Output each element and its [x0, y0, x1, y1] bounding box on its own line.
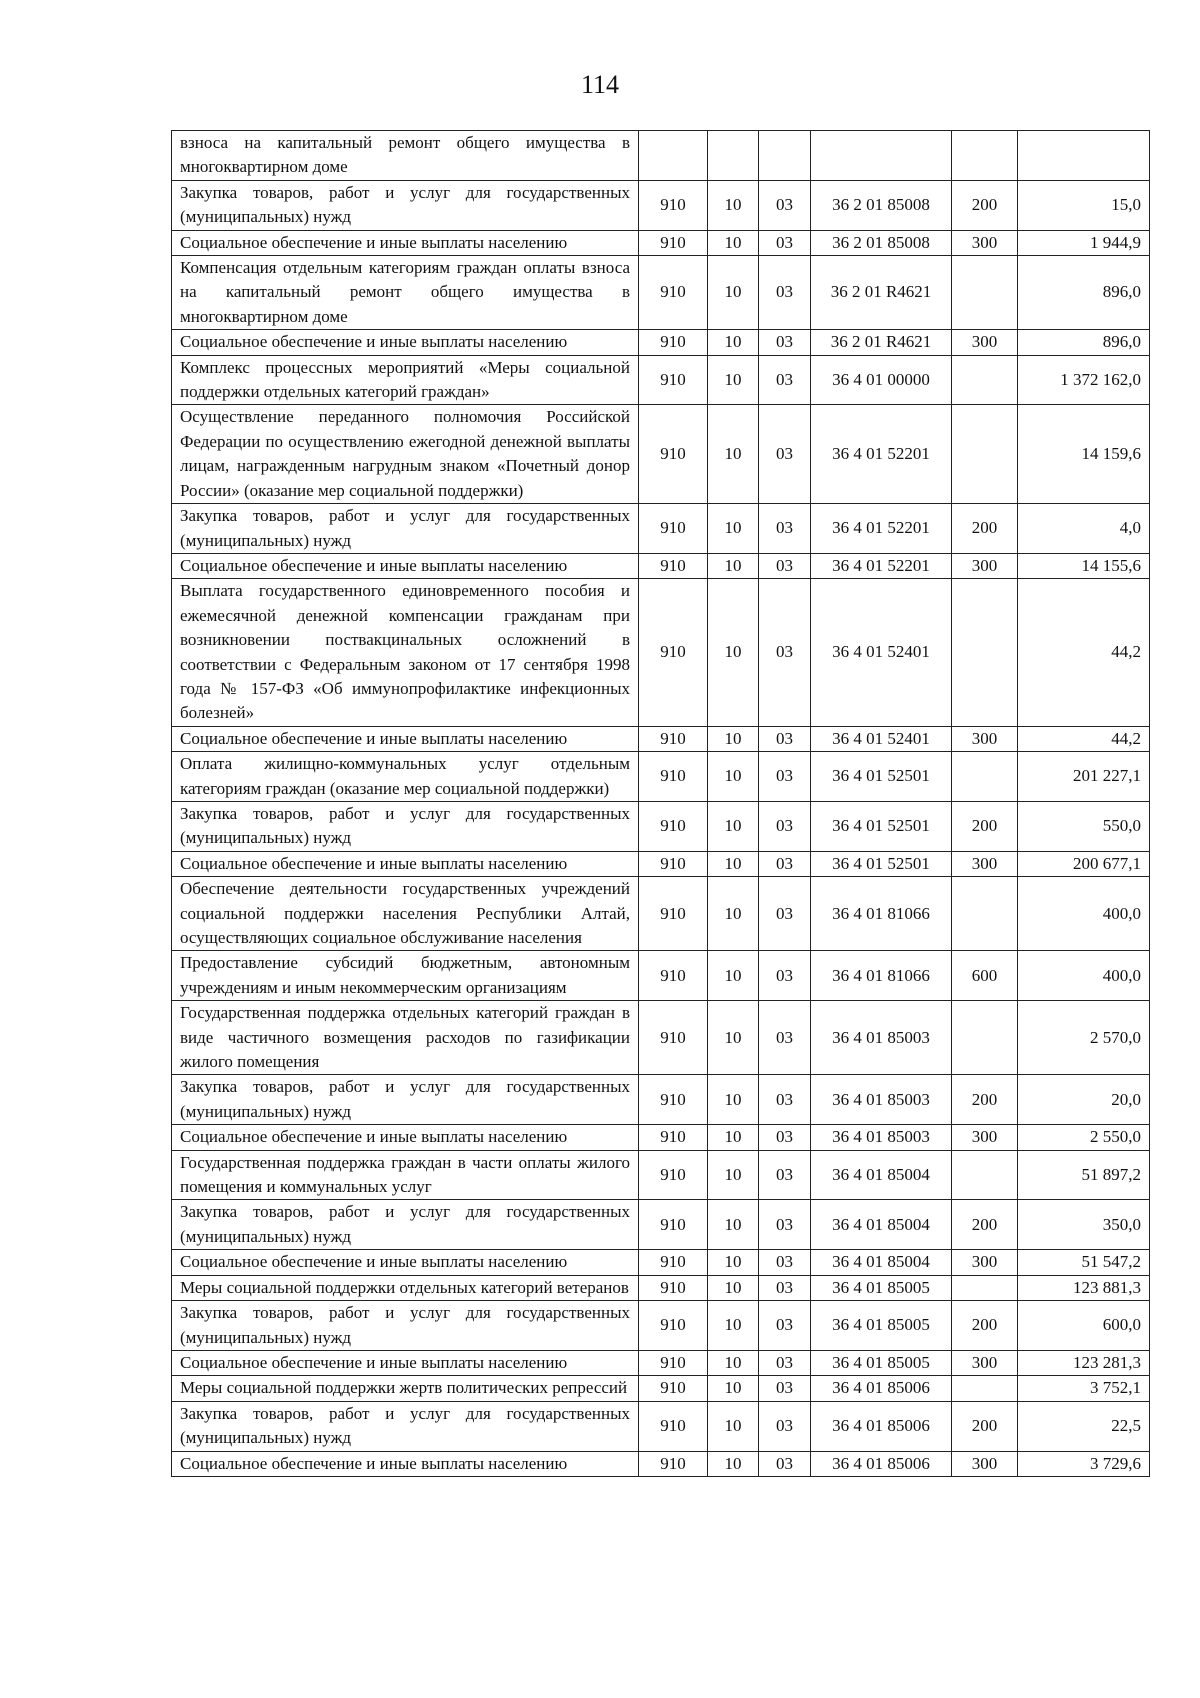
ministry-code-cell: 910 [639, 405, 708, 504]
ministry-code-cell: 910 [639, 1401, 708, 1451]
expense-type-cell: 600 [952, 951, 1018, 1001]
ministry-code-cell: 910 [639, 1350, 708, 1375]
ministry-code-cell: 910 [639, 726, 708, 751]
subsection-code-cell: 03 [759, 1250, 811, 1275]
expense-type-cell [952, 579, 1018, 726]
section-code-cell: 10 [708, 752, 759, 802]
ministry-code-cell: 910 [639, 801, 708, 851]
subsection-code-cell: 03 [759, 1275, 811, 1300]
target-article-cell: 36 4 01 52501 [811, 752, 952, 802]
expense-type-cell: 200 [952, 180, 1018, 230]
amount-cell: 200 677,1 [1018, 851, 1150, 876]
section-code-cell: 10 [708, 1275, 759, 1300]
target-article-cell: 36 4 01 52501 [811, 801, 952, 851]
ministry-code-cell: 910 [639, 1150, 708, 1200]
table-row [172, 1250, 1150, 1275]
expense-type-cell: 300 [952, 1250, 1018, 1275]
subsection-code-cell: 03 [759, 330, 811, 355]
budget-table [171, 130, 1150, 1477]
subsection-code-cell: 03 [759, 877, 811, 951]
subsection-code-cell: 03 [759, 1350, 811, 1375]
section-code-cell: 10 [708, 1125, 759, 1150]
expense-type-cell [952, 1376, 1018, 1401]
subsection-code-cell: 03 [759, 504, 811, 554]
target-article-cell: 36 4 01 85004 [811, 1200, 952, 1250]
row-name-cell: Государственная поддержка отдельных категорий граждан в виде частичного возмещения расходов по газификации жилого помещения [172, 1001, 639, 1075]
expense-type-cell: 200 [952, 801, 1018, 851]
amount-cell: 44,2 [1018, 579, 1150, 726]
expense-type-cell: 300 [952, 553, 1018, 578]
ministry-code-cell: 910 [639, 355, 708, 405]
amount-cell: 1 944,9 [1018, 230, 1150, 255]
expense-type-cell: 300 [952, 230, 1018, 255]
ministry-code-cell: 910 [639, 180, 708, 230]
ministry-code-cell: 910 [639, 330, 708, 355]
subsection-code-cell: 03 [759, 1150, 811, 1200]
target-article-cell: 36 4 01 52201 [811, 504, 952, 554]
expense-type-cell: 300 [952, 726, 1018, 751]
subsection-code-cell: 03 [759, 355, 811, 405]
amount-cell [1018, 131, 1150, 181]
ministry-code-cell: 910 [639, 1301, 708, 1351]
amount-cell: 20,0 [1018, 1075, 1150, 1125]
target-article-cell: 36 4 01 85006 [811, 1376, 952, 1401]
subsection-code-cell: 03 [759, 1376, 811, 1401]
ministry-code-cell: 910 [639, 752, 708, 802]
target-article-cell: 36 4 01 81066 [811, 951, 952, 1001]
expense-type-cell [952, 355, 1018, 405]
table-row [172, 1401, 1150, 1451]
table-row [172, 553, 1150, 578]
target-article-cell: 36 4 01 52401 [811, 579, 952, 726]
section-code-cell: 10 [708, 553, 759, 578]
table-row [172, 1350, 1150, 1375]
row-name-cell: Выплата государственного единовременного пособия и ежемесячной денежной компенсации гражданам при возникновении поствакцинальных осложнений в соответствии с Федеральным законом от 17 сентября 1998 года № 157-ФЗ «Об иммунопрофилактике инфекционных болезней» [172, 579, 639, 726]
subsection-code-cell: 03 [759, 801, 811, 851]
section-code-cell: 10 [708, 877, 759, 951]
row-name-cell: Социальное обеспечение и иные выплаты населению [172, 1125, 639, 1150]
row-name-cell: Компенсация отдельным категориям граждан оплаты взноса на капитальный ремонт общего имущества в многоквартирном доме [172, 256, 639, 330]
target-article-cell: 36 4 01 52201 [811, 405, 952, 504]
expense-type-cell: 200 [952, 1200, 1018, 1250]
expense-type-cell: 300 [952, 1350, 1018, 1375]
section-code-cell: 10 [708, 1401, 759, 1451]
section-code-cell: 10 [708, 1001, 759, 1075]
target-article-cell: 36 4 01 85006 [811, 1401, 952, 1451]
amount-cell: 123 881,3 [1018, 1275, 1150, 1300]
row-name-cell: Социальное обеспечение и иные выплаты населению [172, 1451, 639, 1476]
expense-type-cell [952, 1150, 1018, 1200]
row-name-cell: Обеспечение деятельности государственных учреждений социальной поддержки населения Республики Алтай, осуществляющих социальное обслуживание населения [172, 877, 639, 951]
table-row [172, 1451, 1150, 1476]
target-article-cell: 36 4 01 85004 [811, 1150, 952, 1200]
ministry-code-cell: 910 [639, 1001, 708, 1075]
amount-cell: 550,0 [1018, 801, 1150, 851]
expense-type-cell: 300 [952, 851, 1018, 876]
row-name-cell: Оплата жилищно-коммунальных услуг отдельным категориям граждан (оказание мер социальной поддержки) [172, 752, 639, 802]
target-article-cell: 36 2 01 85008 [811, 230, 952, 255]
target-article-cell: 36 4 01 85003 [811, 1075, 952, 1125]
subsection-code-cell: 03 [759, 1125, 811, 1150]
subsection-code-cell: 03 [759, 579, 811, 726]
amount-cell: 15,0 [1018, 180, 1150, 230]
row-name-cell: Закупка товаров, работ и услуг для государственных (муниципальных) нужд [172, 1301, 639, 1351]
table-row [172, 504, 1150, 554]
target-article-cell: 36 4 01 85004 [811, 1250, 952, 1275]
ministry-code-cell: 910 [639, 256, 708, 330]
expense-type-cell: 200 [952, 504, 1018, 554]
target-article-cell: 36 2 01 85008 [811, 180, 952, 230]
section-code-cell: 10 [708, 180, 759, 230]
table-row [172, 180, 1150, 230]
row-name-cell: Социальное обеспечение и иные выплаты населению [172, 1350, 639, 1375]
table-row [172, 230, 1150, 255]
target-article-cell: 36 4 01 85006 [811, 1451, 952, 1476]
section-code-cell: 10 [708, 579, 759, 726]
subsection-code-cell [759, 131, 811, 181]
subsection-code-cell: 03 [759, 256, 811, 330]
amount-cell: 3 752,1 [1018, 1376, 1150, 1401]
table-row [172, 851, 1150, 876]
table-row [172, 752, 1150, 802]
ministry-code-cell: 910 [639, 1125, 708, 1150]
ministry-code-cell: 910 [639, 1200, 708, 1250]
subsection-code-cell: 03 [759, 553, 811, 578]
section-code-cell: 10 [708, 726, 759, 751]
amount-cell: 2 550,0 [1018, 1125, 1150, 1150]
section-code-cell: 10 [708, 801, 759, 851]
amount-cell: 14 155,6 [1018, 553, 1150, 578]
subsection-code-cell: 03 [759, 1001, 811, 1075]
target-article-cell: 36 4 01 52401 [811, 726, 952, 751]
expense-type-cell: 300 [952, 330, 1018, 355]
table-row [172, 951, 1150, 1001]
expense-type-cell [952, 405, 1018, 504]
expense-type-cell: 200 [952, 1301, 1018, 1351]
row-name-cell: Закупка товаров, работ и услуг для государственных (муниципальных) нужд [172, 1075, 639, 1125]
table-row [172, 1075, 1150, 1125]
section-code-cell: 10 [708, 1250, 759, 1275]
table-row [172, 1376, 1150, 1401]
table-body [172, 131, 1150, 1477]
row-name-cell: Государственная поддержка граждан в части оплаты жилого помещения и коммунальных услуг [172, 1150, 639, 1200]
ministry-code-cell: 910 [639, 877, 708, 951]
ministry-code-cell: 910 [639, 579, 708, 726]
amount-cell: 22,5 [1018, 1401, 1150, 1451]
expense-type-cell [952, 877, 1018, 951]
row-name-cell: Закупка товаров, работ и услуг для государственных (муниципальных) нужд [172, 1401, 639, 1451]
row-name-cell: Социальное обеспечение и иные выплаты населению [172, 726, 639, 751]
row-name-cell: Осуществление переданного полномочия Российской Федерации по осуществлению ежегодной денежной выплаты лицам, награжденным нагрудным знаком «Почетный донор России» (оказание мер социальной поддержки) [172, 405, 639, 504]
amount-cell: 4,0 [1018, 504, 1150, 554]
target-article-cell: 36 2 01 R4621 [811, 330, 952, 355]
amount-cell: 123 281,3 [1018, 1350, 1150, 1375]
amount-cell: 201 227,1 [1018, 752, 1150, 802]
target-article-cell: 36 2 01 R4621 [811, 256, 952, 330]
target-article-cell: 36 4 01 52501 [811, 851, 952, 876]
target-article-cell: 36 4 01 81066 [811, 877, 952, 951]
ministry-code-cell: 910 [639, 1376, 708, 1401]
ministry-code-cell: 910 [639, 1075, 708, 1125]
subsection-code-cell: 03 [759, 1301, 811, 1351]
ministry-code-cell [639, 131, 708, 181]
row-name-cell: Закупка товаров, работ и услуг для государственных (муниципальных) нужд [172, 1200, 639, 1250]
table-row [172, 330, 1150, 355]
expense-type-cell [952, 1275, 1018, 1300]
row-name-cell: взноса на капитальный ремонт общего имущества в многоквартирном доме [172, 131, 639, 181]
table-row [172, 256, 1150, 330]
subsection-code-cell: 03 [759, 230, 811, 255]
section-code-cell: 10 [708, 1451, 759, 1476]
table-row [172, 131, 1150, 181]
row-name-cell: Социальное обеспечение и иные выплаты населению [172, 1250, 639, 1275]
target-article-cell: 36 4 01 52201 [811, 553, 952, 578]
expense-type-cell [952, 752, 1018, 802]
row-name-cell: Меры социальной поддержки жертв политических репрессий [172, 1376, 639, 1401]
row-name-cell: Комплекс процессных мероприятий «Меры социальной поддержки отдельных категорий граждан» [172, 355, 639, 405]
section-code-cell: 10 [708, 355, 759, 405]
row-name-cell: Закупка товаров, работ и услуг для государственных (муниципальных) нужд [172, 504, 639, 554]
table-row [172, 579, 1150, 726]
ministry-code-cell: 910 [639, 553, 708, 578]
ministry-code-cell: 910 [639, 1451, 708, 1476]
amount-cell: 51 897,2 [1018, 1150, 1150, 1200]
table-row [172, 1275, 1150, 1300]
amount-cell: 896,0 [1018, 256, 1150, 330]
table-row [172, 877, 1150, 951]
amount-cell: 350,0 [1018, 1200, 1150, 1250]
ministry-code-cell: 910 [639, 1250, 708, 1275]
section-code-cell: 10 [708, 1301, 759, 1351]
section-code-cell: 10 [708, 1200, 759, 1250]
section-code-cell: 10 [708, 951, 759, 1001]
subsection-code-cell: 03 [759, 180, 811, 230]
expense-type-cell [952, 1001, 1018, 1075]
section-code-cell: 10 [708, 1150, 759, 1200]
target-article-cell [811, 131, 952, 181]
table-row [172, 1001, 1150, 1075]
section-code-cell: 10 [708, 1075, 759, 1125]
row-name-cell: Предоставление субсидий бюджетным, автономным учреждениям и иным некоммерческим организациям [172, 951, 639, 1001]
subsection-code-cell: 03 [759, 1451, 811, 1476]
section-code-cell: 10 [708, 330, 759, 355]
section-code-cell: 10 [708, 1350, 759, 1375]
ministry-code-cell: 910 [639, 851, 708, 876]
row-name-cell: Закупка товаров, работ и услуг для государственных (муниципальных) нужд [172, 180, 639, 230]
amount-cell: 2 570,0 [1018, 1001, 1150, 1075]
section-code-cell: 10 [708, 851, 759, 876]
subsection-code-cell: 03 [759, 1200, 811, 1250]
table-row [172, 1301, 1150, 1351]
row-name-cell: Социальное обеспечение и иные выплаты населению [172, 553, 639, 578]
ministry-code-cell: 910 [639, 1275, 708, 1300]
amount-cell: 1 372 162,0 [1018, 355, 1150, 405]
subsection-code-cell: 03 [759, 851, 811, 876]
expense-type-cell [952, 256, 1018, 330]
ministry-code-cell: 910 [639, 230, 708, 255]
row-name-cell: Социальное обеспечение и иные выплаты населению [172, 230, 639, 255]
row-name-cell: Закупка товаров, работ и услуг для государственных (муниципальных) нужд [172, 801, 639, 851]
target-article-cell: 36 4 01 85003 [811, 1125, 952, 1150]
subsection-code-cell: 03 [759, 405, 811, 504]
subsection-code-cell: 03 [759, 726, 811, 751]
expense-type-cell: 300 [952, 1451, 1018, 1476]
section-code-cell: 10 [708, 504, 759, 554]
expense-type-cell: 300 [952, 1125, 1018, 1150]
ministry-code-cell: 910 [639, 504, 708, 554]
target-article-cell: 36 4 01 85005 [811, 1350, 952, 1375]
section-code-cell: 10 [708, 1376, 759, 1401]
target-article-cell: 36 4 01 00000 [811, 355, 952, 405]
subsection-code-cell: 03 [759, 752, 811, 802]
table-row [172, 1125, 1150, 1150]
amount-cell: 400,0 [1018, 951, 1150, 1001]
subsection-code-cell: 03 [759, 951, 811, 1001]
target-article-cell: 36 4 01 85005 [811, 1275, 952, 1300]
target-article-cell: 36 4 01 85003 [811, 1001, 952, 1075]
amount-cell: 51 547,2 [1018, 1250, 1150, 1275]
table-row [172, 801, 1150, 851]
section-code-cell [708, 131, 759, 181]
row-name-cell: Социальное обеспечение и иные выплаты населению [172, 330, 639, 355]
section-code-cell: 10 [708, 256, 759, 330]
subsection-code-cell: 03 [759, 1075, 811, 1125]
amount-cell: 600,0 [1018, 1301, 1150, 1351]
amount-cell: 44,2 [1018, 726, 1150, 751]
page-number: 114 [580, 70, 620, 99]
subsection-code-cell: 03 [759, 1401, 811, 1451]
ministry-code-cell: 910 [639, 951, 708, 1001]
expense-type-cell: 200 [952, 1075, 1018, 1125]
section-code-cell: 10 [708, 405, 759, 504]
amount-cell: 896,0 [1018, 330, 1150, 355]
section-code-cell: 10 [708, 230, 759, 255]
amount-cell: 14 159,6 [1018, 405, 1150, 504]
table-row [172, 1200, 1150, 1250]
table-row [172, 1150, 1150, 1200]
row-name-cell: Меры социальной поддержки отдельных категорий ветеранов [172, 1275, 639, 1300]
amount-cell: 400,0 [1018, 877, 1150, 951]
row-name-cell: Социальное обеспечение и иные выплаты населению [172, 851, 639, 876]
table-row [172, 726, 1150, 751]
expense-type-cell [952, 131, 1018, 181]
expense-type-cell: 200 [952, 1401, 1018, 1451]
target-article-cell: 36 4 01 85005 [811, 1301, 952, 1351]
amount-cell: 3 729,6 [1018, 1451, 1150, 1476]
table-row [172, 405, 1150, 504]
table-row [172, 355, 1150, 405]
